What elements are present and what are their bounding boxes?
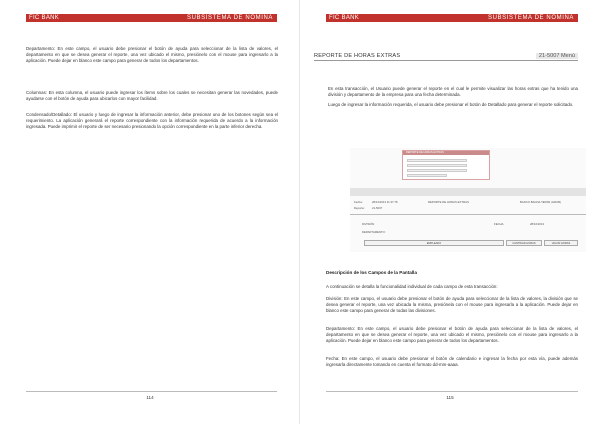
report-fecha2-label: FECHA [494,222,504,226]
report-fecha-value: 28/10/2013 11:37:78 [372,200,398,204]
report-divider [350,214,586,215]
report-division-label: DIVISIÓN [362,222,375,226]
report-name: REPORTE DE HORAS EXTRAS [428,200,469,204]
footer-divider [26,391,277,392]
right-page [300,0,600,424]
description-division: División: En este campo, el usuario debe presionar el botón de ayuda para seleccionar de la lista de valores, la división que se desea generar el reporte, una vez ubicada la misma, presiónela con el mouse para ingresarla a la aplicación. Puede dejar en blanco este campo para generar de todas las divisiones. [326,296,578,313]
brand-label: FIC BANK [329,15,360,21]
section-heading: Descripción de los Campos de la Pantalla [326,270,417,275]
report-reporte-label: Reporte: [354,206,365,210]
report-form-panel [402,150,490,180]
paragraph-condensado: Condensado/Detallado: El usuario y luego de ingresar la información anterior, debe presionar uno de los botones según sea el requerimiento. La aplicación generará el reporte correspondiente con la información requerida de acuerdo a la información ingresada. Puede imprimir el reporte de ser necesario presionando la opción correspondiente en la parte inferior derecha. [26,112,278,129]
column-valor-horas: VALOR HORAS [544,240,578,246]
description-fecha: Fecha: En este campo, el usuario debe presionar el botón de calendario e ingresar la fecha por esta vía, puede además ingresarla directamente tomando en cuenta el formato dd-mm-aaaa. [326,356,578,367]
report-toolbar [350,188,586,196]
report-fecha2-value: 28/10/2013 [530,222,544,226]
transaction-code: 21-5007 Menú [536,53,578,59]
page-header [26,14,277,22]
report-form-title: REPORTE DE HORAS EXTRAS [403,151,489,155]
paragraph-columnas: Columnas: En esta columna, el usuario puede ingresar los ítems sobre los cuales se necesitan generar las novedades, puede ayudarse con el botón de ayuda para ubicarlos con mayor facilidad. [26,90,278,101]
form-field-row [407,174,447,177]
brand-label: FIC BANK [29,15,60,21]
system-label: SUBSISTEMA DE NOMINA [186,15,273,21]
column-empleado: EMPLEADO [364,240,504,246]
form-field-row [407,164,467,167]
report-user: BANCO BAGNA TEPAR (GRUB) [520,200,561,204]
report-fecha-label: Fecha: [354,200,363,204]
intro-paragraph-2: Luego de ingresar la información requerida, el usuario debe presionar el botón de Detallado para generar el reporte solicitado. [328,102,574,107]
description-intro: A continuación se detalla la funcionalidad individual de cada campo de esta transacción: [326,284,498,289]
description-departamento: Departamento: En este campo, el usuario debe presionar el botón de ayuda para seleccionar de la lista de valores, el departamento en que se desea generar el reporte, una vez ubicado el mismo, presiónelo con el mouse para ingresarlo a la aplicación. Puede dejar en blanco este campo para generar de todos los departamentos. [326,326,578,343]
report-screenshot [350,148,586,252]
form-field-row [407,159,467,162]
report-departamento-label: DEPARTAMENTO: [362,230,386,234]
page-number: 115 [446,395,454,400]
page-number: 114 [146,395,154,400]
column-cantidad-horas: CANTIDAD HORAS [506,240,542,246]
system-label: SUBSISTEMA DE NOMINA [487,15,574,21]
page-header [326,14,578,22]
footer-divider [326,391,578,392]
paragraph-departamento: Departamento: En este campo, el usuario debe presionar el botón de ayuda para seleccionar de la lista de valores, el departamento en que se desea generar el reporte, una vez ubicado el mismo, presiónelo con el mouse para ingresarlo a la aplicación. Puede dejar en blanco este campo para generar de todos los departamentos. [26,46,278,63]
page-title: REPORTE DE HORAS EXTRAS [314,53,401,59]
section-title-bar [314,53,578,61]
intro-paragraph-1: En esta transacción, el Usuario puede generar el reporte en el cual le permite visualizar las horas extras que ha tenido una división y departamento de la empresa para una fecha determinada. [328,86,578,97]
form-field-row [407,169,467,172]
report-reporte-value: 21-5007 [372,206,383,210]
